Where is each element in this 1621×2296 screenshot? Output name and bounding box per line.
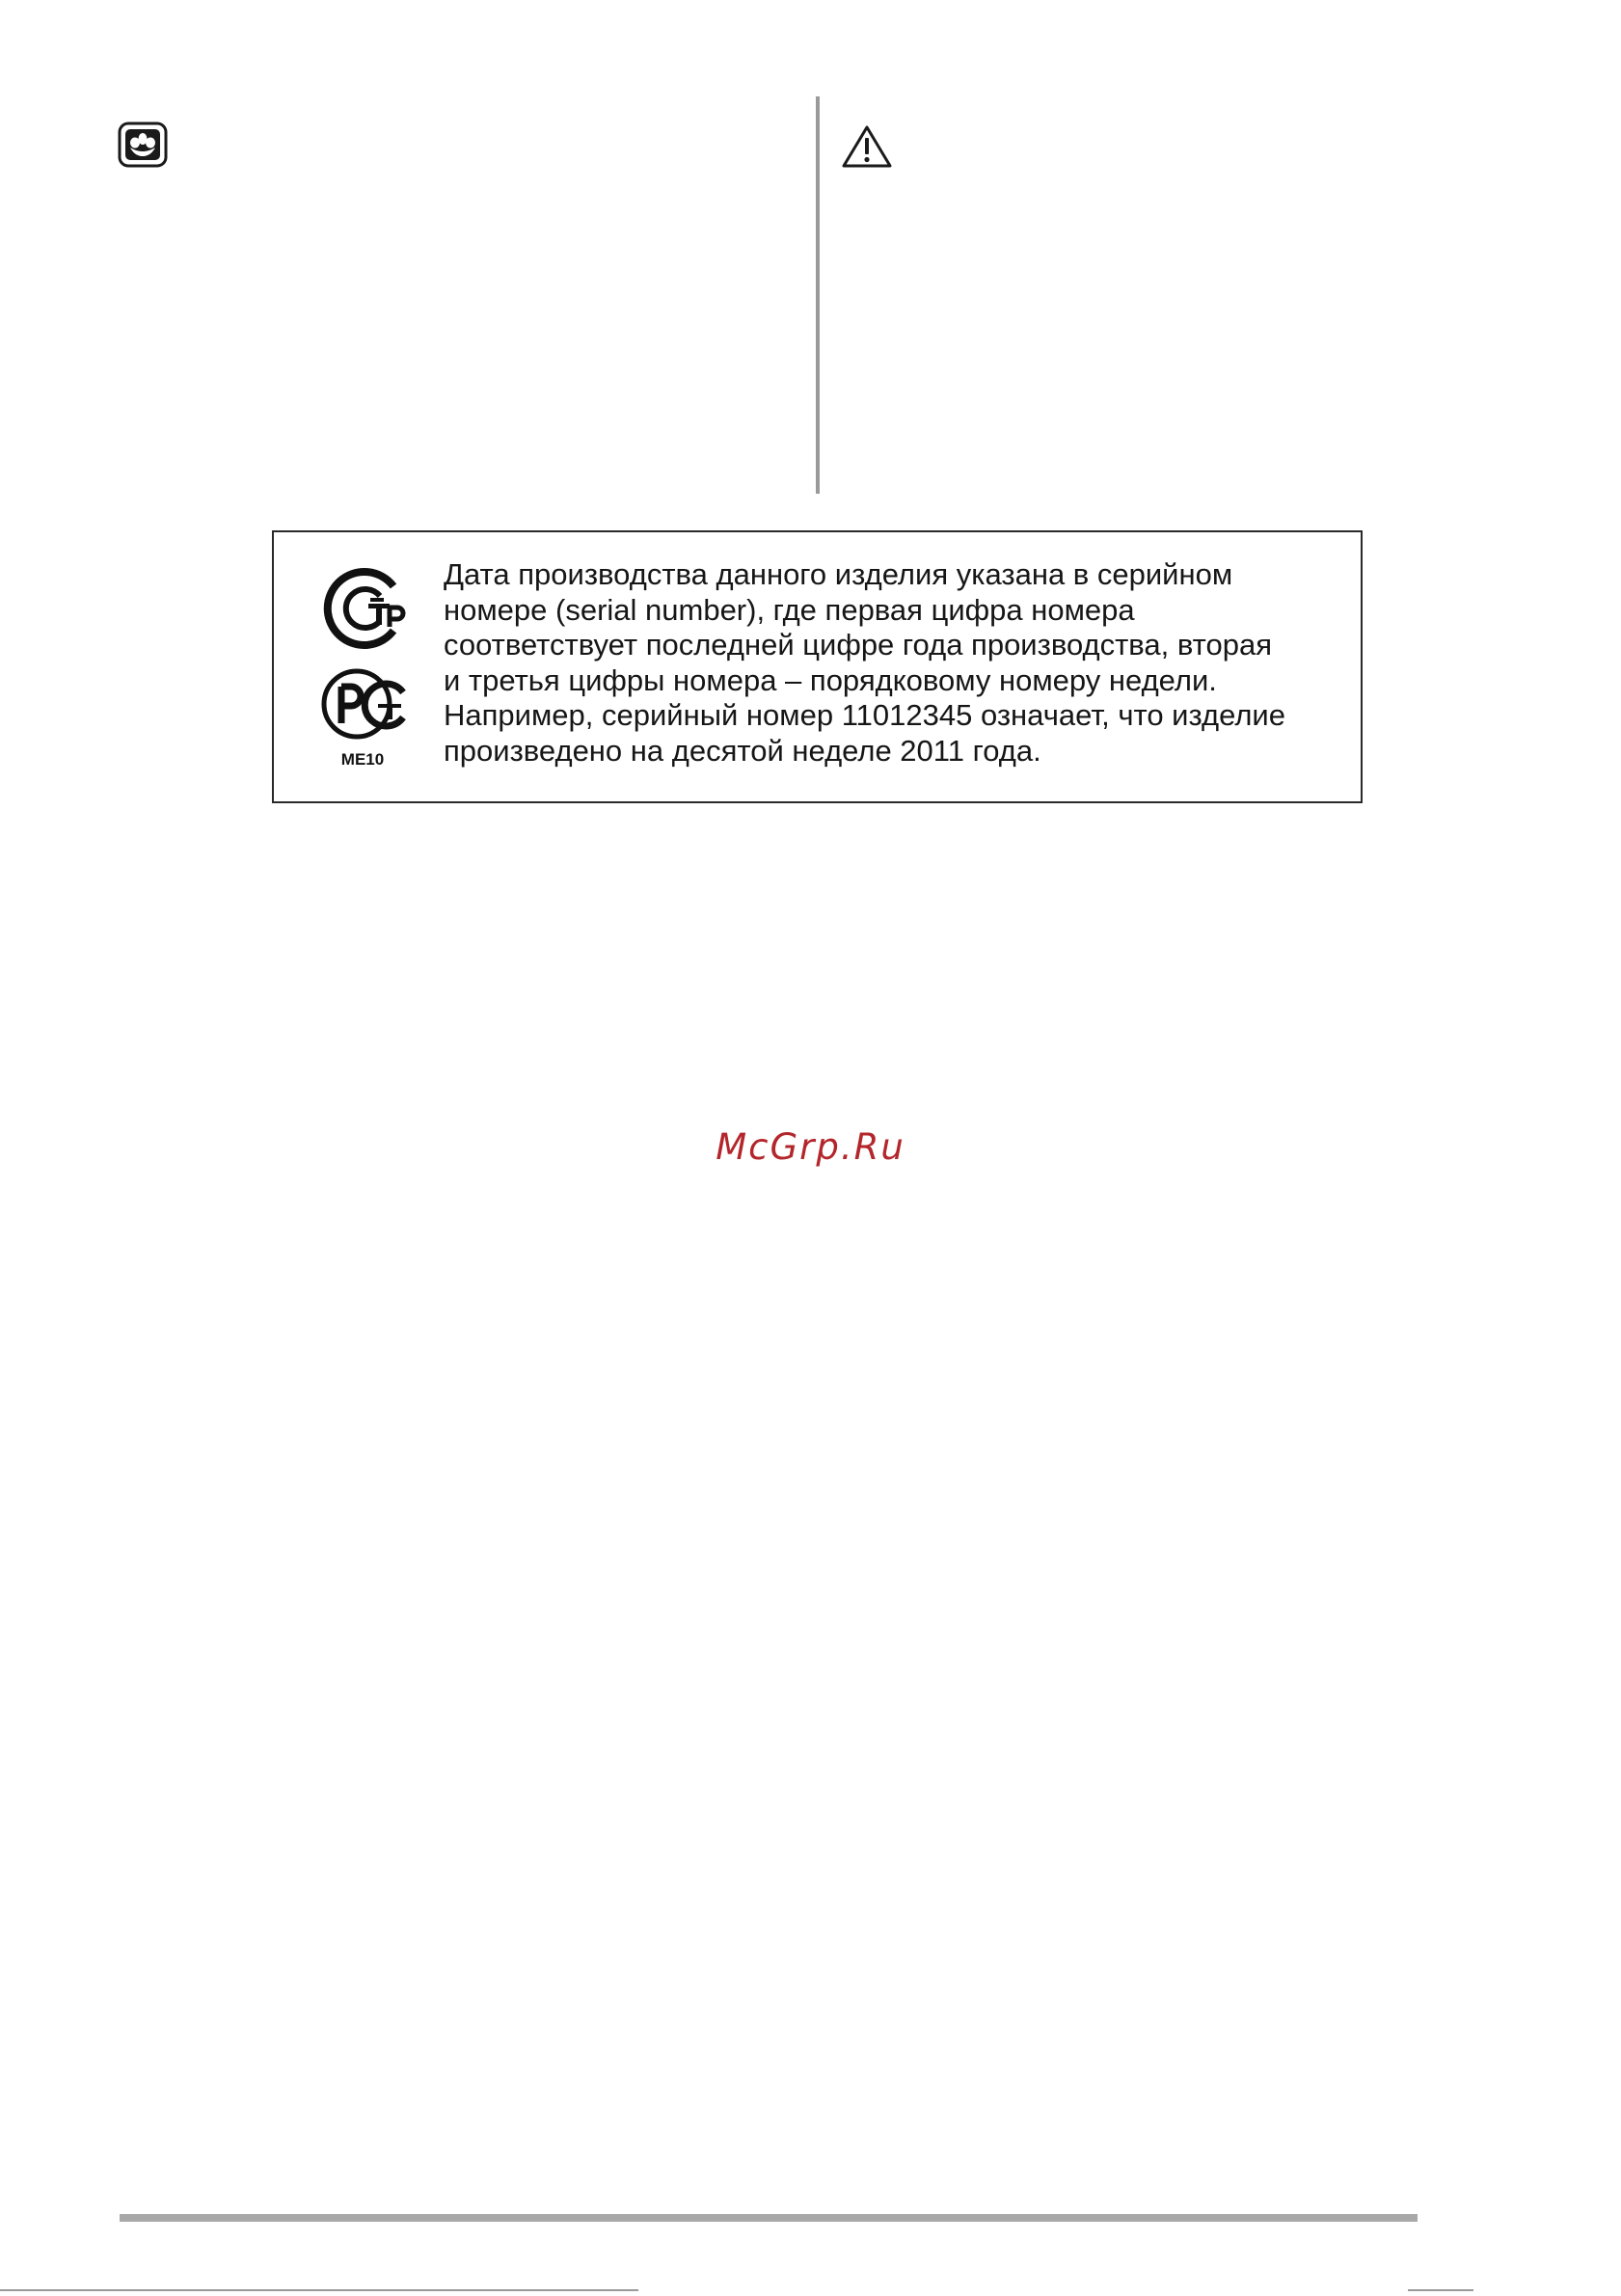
footer-rule [120,2214,1418,2222]
gost-tr-mark-logo [312,567,415,650]
footer-thin-rule [1408,2289,1473,2291]
warning-triangle-icon [841,123,893,170]
certification-code: ME10 [340,750,385,769]
notice-line: соответствует последней цифре года производства, вторая [444,628,1273,662]
serial-number-notice [444,557,1340,769]
notice-line: произведено на десятой неделе 2011 года. [444,733,1041,768]
notice-line: и третья цифры номера – порядковому номеру недели. [444,662,1217,697]
watermark-text: McGrp.Ru [716,1126,905,1168]
eco-flower-icon [118,122,170,168]
notice-line: Например, серийный номер 11012345 означает, что изделие [444,698,1285,732]
notice-line: Дата производства данного изделия указана в серийном [444,557,1233,591]
notice-line: номере (serial number), где первая цифра номера [444,592,1135,627]
column-divider [816,96,820,494]
pct-mark-logo [312,665,415,743]
footer-thin-rule [0,2289,638,2291]
